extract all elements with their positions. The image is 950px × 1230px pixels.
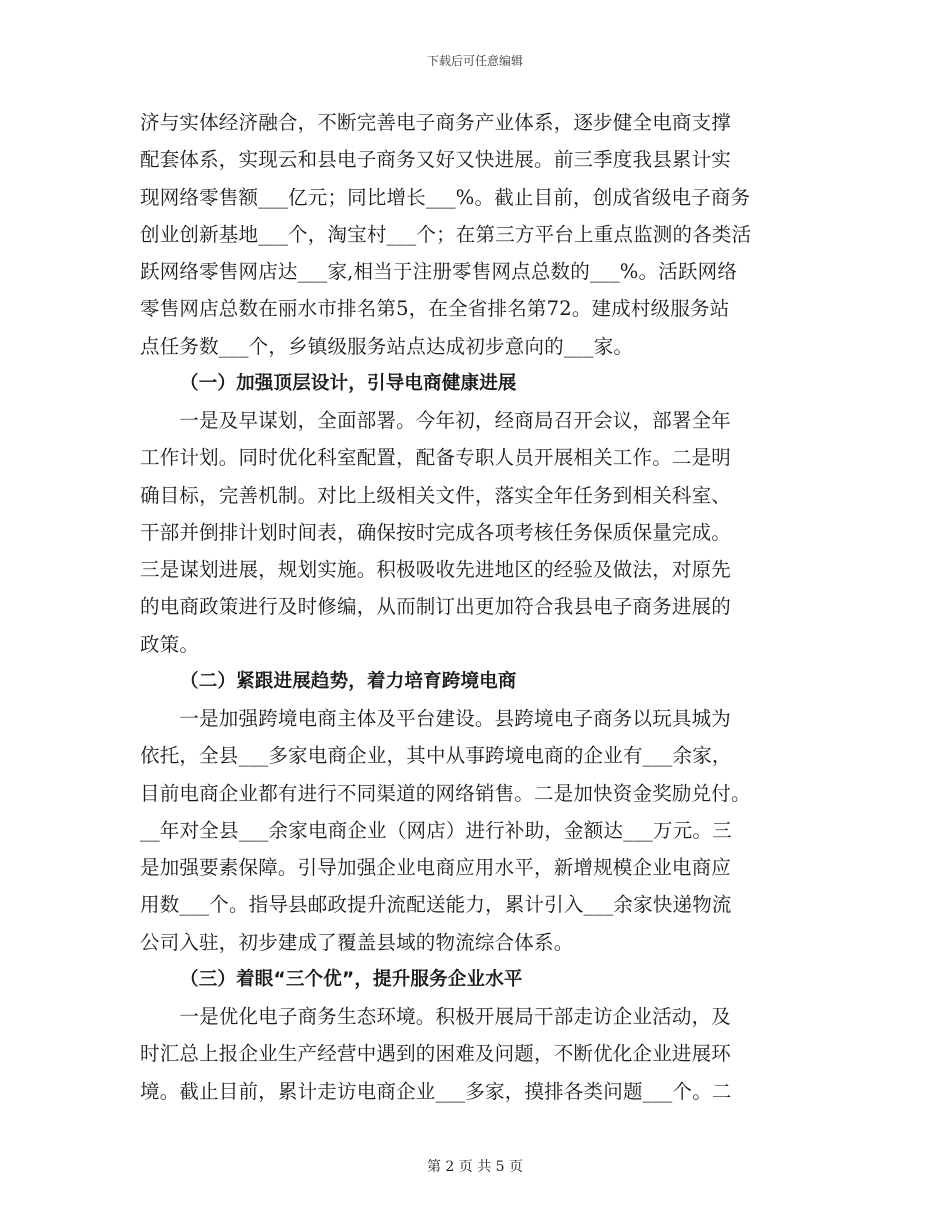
text-line: 创业创新基地___个，淘宝村___个；在第三方平台上重点监测的各类活 <box>140 222 752 246</box>
text-line: 确目标，完善机制。对比上级相关文件，落实全年任务到相关科室、 <box>140 483 732 507</box>
section-heading: （二）紧跟进展趋势，着力培育跨境电商 <box>180 670 517 692</box>
section-heading: （三）着眼“三个优”，提升服务企业水平 <box>180 968 523 990</box>
page-header: 下载后可任意编辑 <box>426 54 523 68</box>
text-line: 公司入驻，初步建成了覆盖县域的物流综合体系。 <box>140 930 574 954</box>
text-line: 用数___个。指导县邮政提升流配送能力，累计引入___余家快递物流 <box>140 893 732 917</box>
text-line: 一是优化电子商务生态环境。积极开展局干部走访企业活动，及 <box>140 1005 732 1028</box>
text-line: 一是加强跨境电商主体及平台建设。县跨境电子商务以玩具城为 <box>140 707 732 730</box>
text-line: 政策。 <box>140 632 200 656</box>
section-heading: （一）加强顶层设计，引导电商健康进展 <box>180 372 517 394</box>
text-line: 的电商政策进行及时修编，从而制订出更加符合我县电子商务进展的 <box>140 595 732 619</box>
text-line: 干部并倒排计划时间表，确保按时完成各项考核任务保质保量完成。 <box>140 520 732 544</box>
document-body <box>140 104 810 1110</box>
text-line: 跃网络零售网店达___家,相当于注册零售网点总数的___%。活跃网络 <box>140 260 738 283</box>
text-line: 配套体系，实现云和县电子商务又好又快进展。前三季度我县累计实 <box>140 148 732 172</box>
text-line: 点任务数___个，乡镇级服务站点达成初步意向的___家。 <box>140 334 634 358</box>
text-line: __年对全县___余家电商企业（网店）进行补助，金额达___万元。三 <box>140 818 732 842</box>
text-line: 三是谋划进展，规划实施。积极吸收先进地区的经验及做法，对原先 <box>140 558 732 581</box>
text-line: 现网络零售额___亿元；同比增长___%。截止目前，创成省级电子商务 <box>140 185 751 209</box>
page-footer: 第 2 页 共 5 页 <box>426 1159 524 1175</box>
text-line: 目前电商企业都有进行不同渠道的网络销售。二是加快资金奖励兑付。 <box>140 781 751 805</box>
text-line: 依托，全县___多家电商企业，其中从事跨境电商的企业有___余家， <box>140 744 732 768</box>
text-line: 境。截止目前，累计走访电商企业___多家，摸排各类问题___个。二 <box>140 1079 732 1103</box>
text-line: 济与实体经济融合，不断完善电子商务产业体系，逐步健全电商支撑 <box>140 111 732 134</box>
text-line: 时汇总上报企业生产经营中遇到的困难及问题，不断优化企业进展环 <box>140 1042 732 1066</box>
text-line: 一是及早谋划，全面部署。今年初，经商局召开会议，部署全年 <box>140 409 732 432</box>
text-line: 是加强要素保障。引导加强企业电商应用水平，新增规模企业电商应 <box>140 856 732 879</box>
text-line: 零售网店总数在丽水市排名第5，在全省排名第72。建成村级服务站 <box>140 297 730 321</box>
text-line: 工作计划。同时优化科室配置，配备专职人员开展相关工作。二是明 <box>140 446 732 470</box>
